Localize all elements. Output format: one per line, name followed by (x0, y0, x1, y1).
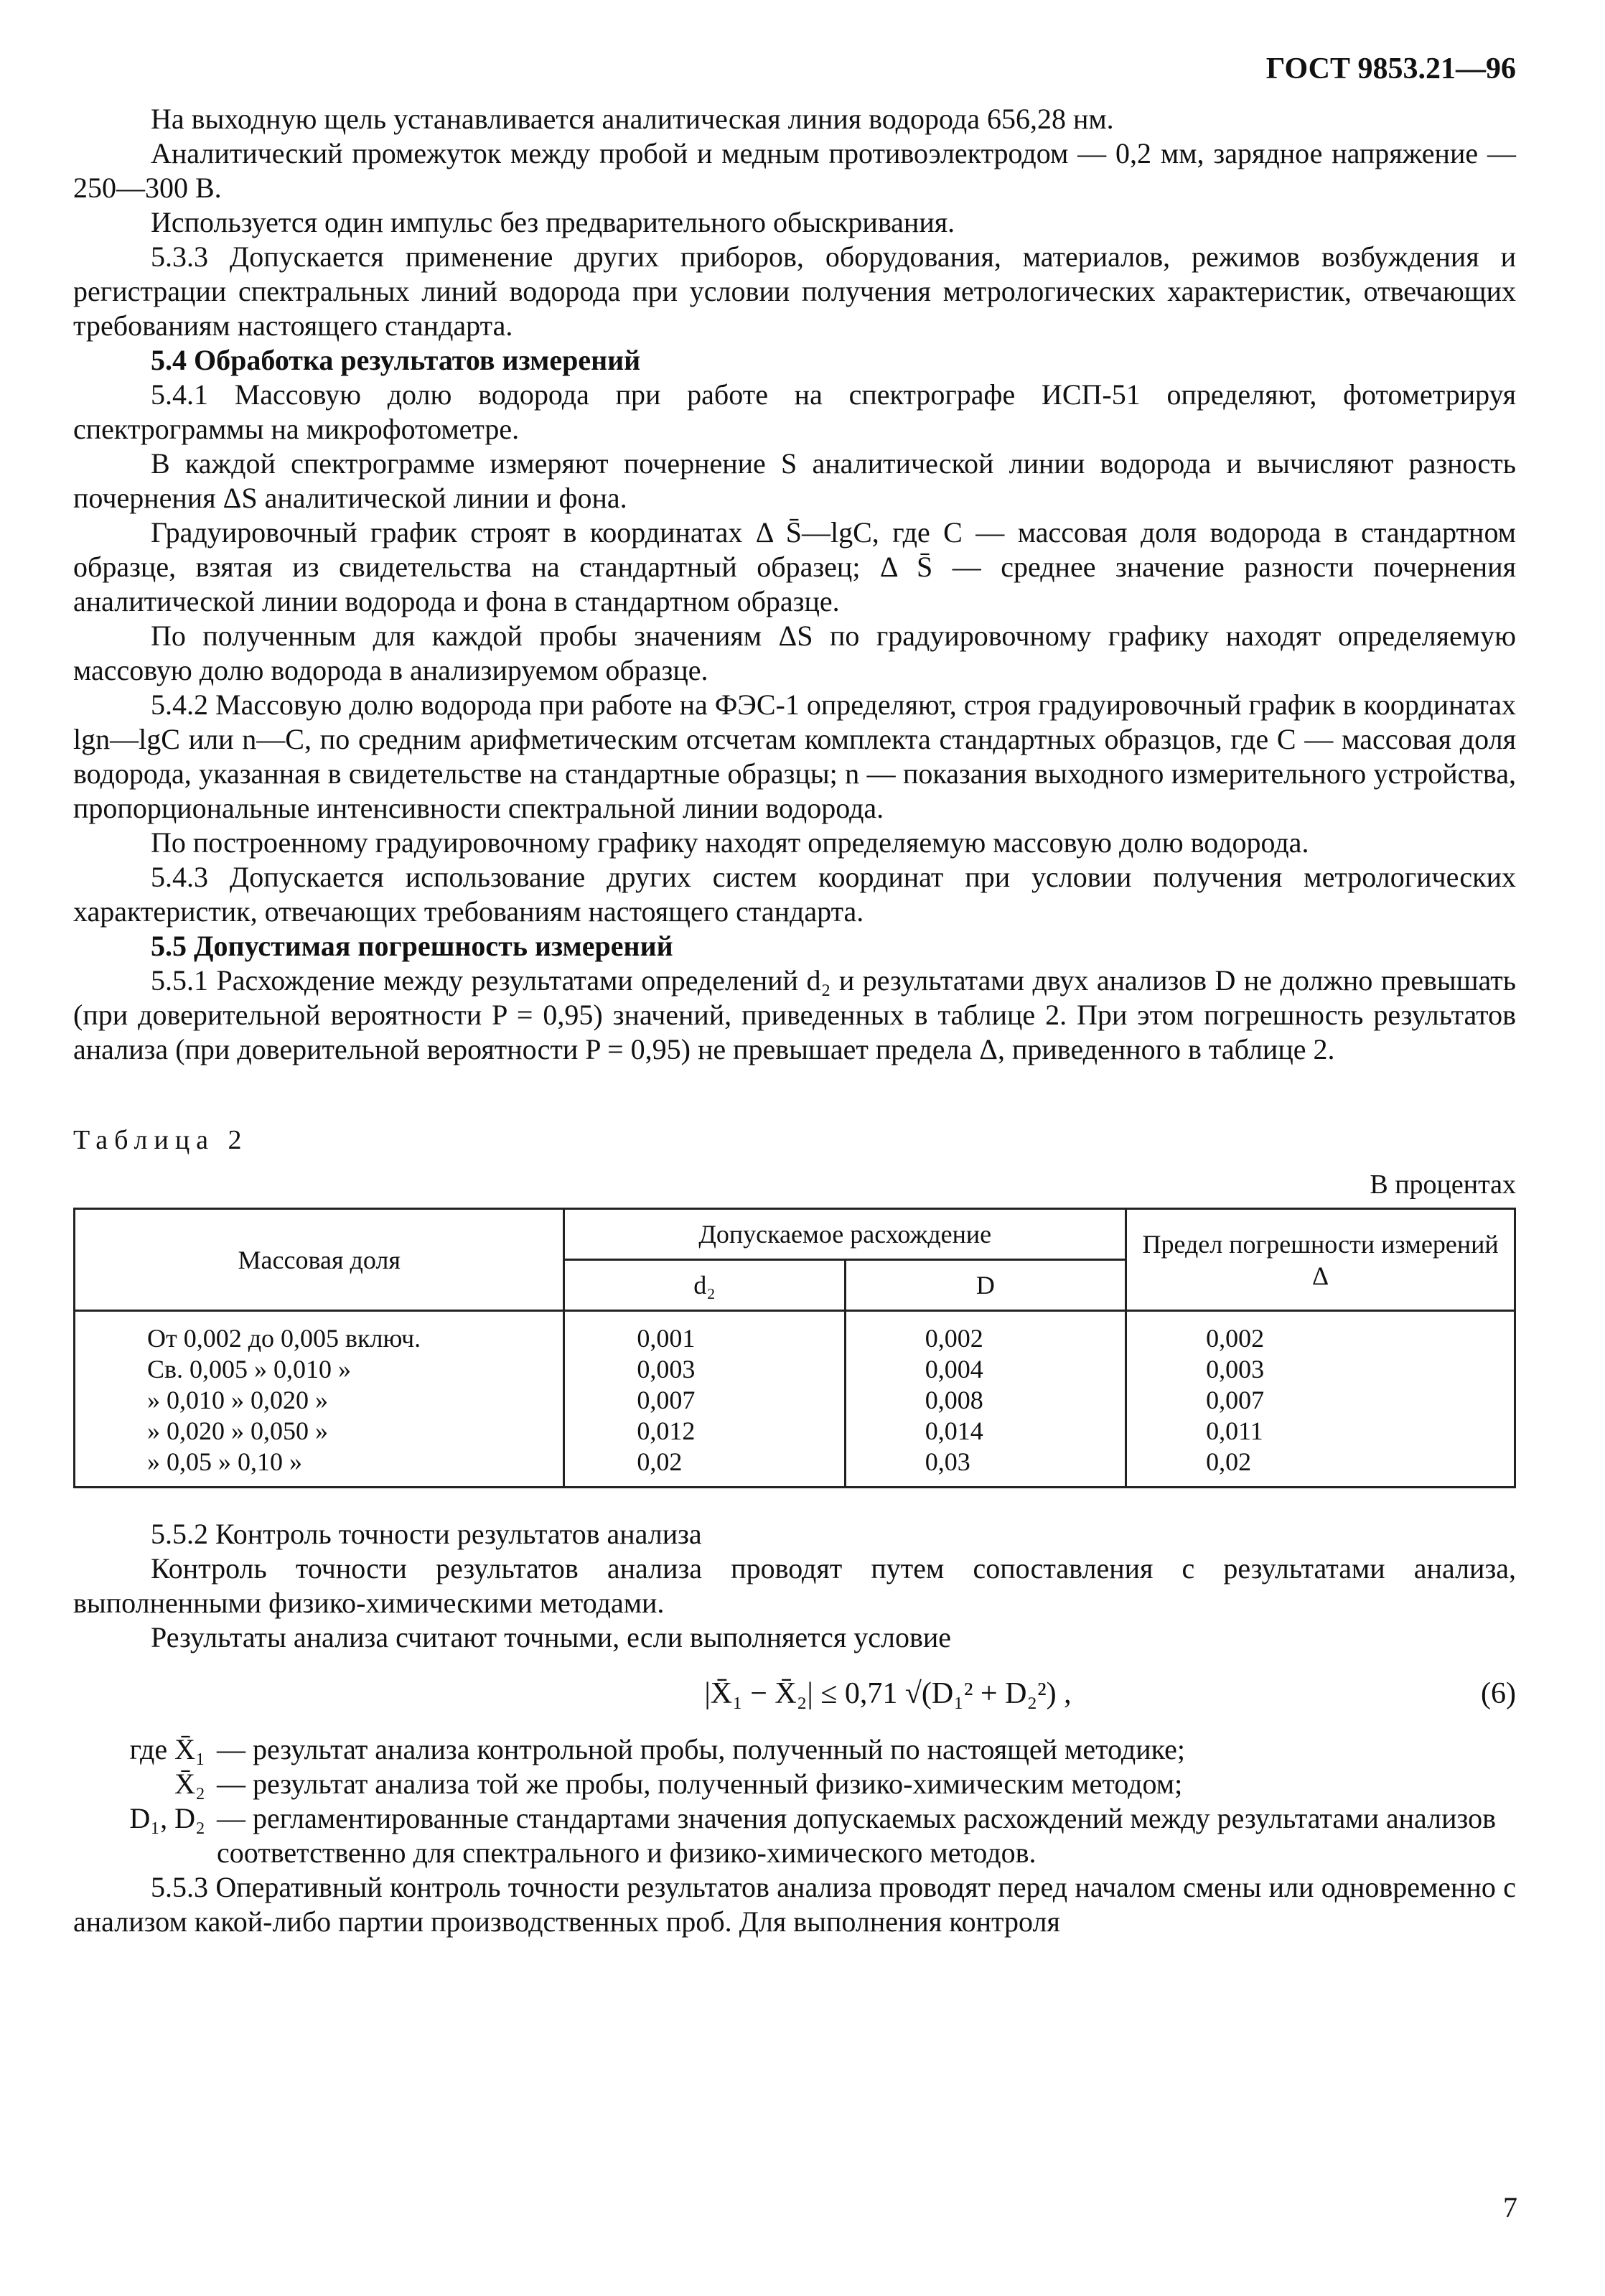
where-description: — результат анализа той же пробы, полученный физико-химическим методом; (217, 1768, 1183, 1800)
subsection-heading: 5.5.2 Контроль точности результатов анализа (151, 1518, 702, 1550)
where-description: — результат анализа контрольной пробы, полученный по настоящей методике; (217, 1733, 1185, 1765)
table-units: В процентах (1370, 1170, 1516, 1200)
table-cell-d2: 0,003 (564, 1354, 845, 1385)
table-cell-D: 0,008 (845, 1385, 1126, 1416)
header-d2: d₂ (564, 1260, 845, 1311)
where-symbol: где X̄₁ (129, 1733, 205, 1765)
table-cell-D: 0,03 (845, 1447, 1126, 1488)
header-error-limit: Предел погрешности измерений Δ (1126, 1209, 1515, 1311)
table-cell-D: 0,002 (845, 1311, 1126, 1355)
paragraph: 5.4.3 Допускается использование других систем координат при условии получения метрологических характеристик, отвечающих требованиям настоящего стандарта. (73, 861, 1516, 928)
table-cell-limit: 0,02 (1126, 1447, 1515, 1488)
table-cell-range: » 0,05 » 0,10 » (75, 1447, 564, 1488)
header-allowed-discrepancy: Допускаемое расхождение (564, 1209, 1126, 1260)
paragraph: По полученным для каждой пробы значениям ΔS по градуировочному графику находят определяемую массовую долю водорода в анализируемом образце. (73, 620, 1516, 686)
paragraph: Градуировочный график строят в координатах Δ S̄—lgC, где C — массовая доля водорода в стандартном образце, взятая из свидетельства на стандартный образец; Δ S̄ — среднее значение разности почернения аналитической линии водорода и фона в стандартном образце. (73, 516, 1516, 617)
paragraph: 5.4.2 Массовую долю водорода при работе на ФЭС-1 определяют, строя градуировочный график в координатах lgn—lgC или n—C, по средним арифметическим отсчетам комплекта стандартных образцов, где C — массовая доля водорода, указанная в свидетельстве на стандартные образцы; n — показания выходного измерительного устройства, пропорциональные интенсивности спектральной линии водорода. (73, 689, 1516, 824)
where-symbol: X̄₂ (174, 1768, 205, 1800)
table-caption: Таблица 2 (73, 1125, 248, 1155)
paragraph: Используется один импульс без предварительного обыскривания. (151, 206, 955, 238)
paragraph: По построенному градуировочному графику находят определяемую массовую долю водорода. (151, 826, 1309, 859)
table-cell-D: 0,014 (845, 1416, 1126, 1447)
table-cell-limit: 0,002 (1126, 1311, 1515, 1355)
table-row (75, 1311, 1515, 1355)
paragraph: 5.5.3 Оперативный контроль точности результатов анализа проводят перед началом смены или одновременно с анализом какой-либо партии производственных проб. Для выполнения контроля (73, 1871, 1516, 1938)
paragraph: В каждой спектрограмме измеряют почернение S аналитической линии водорода и вычисляют разность почернения ΔS аналитической линии и фона. (73, 447, 1516, 514)
table-cell-d2: 0,012 (564, 1416, 845, 1447)
where-list (73, 1732, 1516, 1870)
formula-number: (6) (1481, 1677, 1516, 1710)
table-cell-d2: 0,02 (564, 1447, 845, 1488)
section-heading: 5.5 Допустимая погрешность измерений (151, 930, 673, 962)
paragraph: 5.5.1 Расхождение между результатами определений d₂ и результатами двух анализов D не должно превышать (при доверительной вероятности P = 0,95) значений, приведенных в таблице 2. При этом погрешность результатов анализа (при доверительной вероятности P = 0,95) не превышает предела Δ, приведенного в таблице 2. (73, 964, 1516, 1065)
table-cell-range: » 0,020 » 0,050 » (75, 1416, 564, 1447)
page-number: 7 (1503, 2191, 1517, 2223)
table-row (75, 1416, 1515, 1447)
paragraph: Аналитический промежуток между пробой и медным противоэлектродом — 0,2 мм, зарядное напряжение — 250—300 В. (73, 137, 1516, 204)
paragraph: 5.3.3 Допускается применение других приборов, оборудования, материалов, режимов возбуждения и регистрации спектральных линий водорода при условии получения метрологических характеристик, отвечающих требованиям настоящего стандарта. (73, 241, 1516, 342)
table-cell-limit: 0,003 (1126, 1354, 1515, 1385)
table-cell-d2: 0,001 (564, 1311, 845, 1355)
section-heading: 5.4 Обработка результатов измерений (151, 344, 641, 376)
document-page (73, 52, 1516, 1939)
table-cell-limit: 0,007 (1126, 1385, 1515, 1416)
table-cell-range: Св. 0,005 » 0,010 » (75, 1354, 564, 1385)
paragraph: 5.4.1 Массовую долю водорода при работе на спектрографе ИСП-51 определяют, фотометрируя спектрограммы на микрофотометре. (73, 378, 1516, 445)
header-D: D (845, 1260, 1126, 1311)
paragraph: Контроль точности результатов анализа проводят путем сопоставления с результатами анализа, выполненными физико-химическими методами. (73, 1552, 1516, 1619)
tolerance-table (73, 1208, 1516, 1488)
table-cell-D: 0,004 (845, 1354, 1126, 1385)
where-description: — регламентированные стандартами значения допускаемых расхождений между результатами анализов соответственно для спектрального и физико-химического методов. (217, 1802, 1496, 1869)
table-cell-range: » 0,010 » 0,020 » (75, 1385, 564, 1416)
table-row (75, 1385, 1515, 1416)
table-cell-range: От 0,002 до 0,005 включ. (75, 1311, 564, 1355)
standard-header: ГОСТ 9853.21—96 (1265, 52, 1516, 85)
formula-6 (73, 1676, 1516, 1711)
table-row (75, 1447, 1515, 1488)
where-symbol: D₁, D₂ (129, 1802, 205, 1834)
paragraph: На выходную щель устанавливается аналитическая линия водорода 656,28 нм. (151, 103, 1114, 135)
paragraph: Результаты анализа считают точными, если выполняется условие (151, 1621, 952, 1653)
table-row (75, 1354, 1515, 1385)
table-cell-limit: 0,011 (1126, 1416, 1515, 1447)
formula-expression: |X̄₁ − X̄₂| ≤ 0,71 √(D₁² + D₂²) , (704, 1677, 1072, 1710)
table-cell-d2: 0,007 (564, 1385, 845, 1416)
header-mass-fraction: Массовая доля (75, 1209, 564, 1311)
